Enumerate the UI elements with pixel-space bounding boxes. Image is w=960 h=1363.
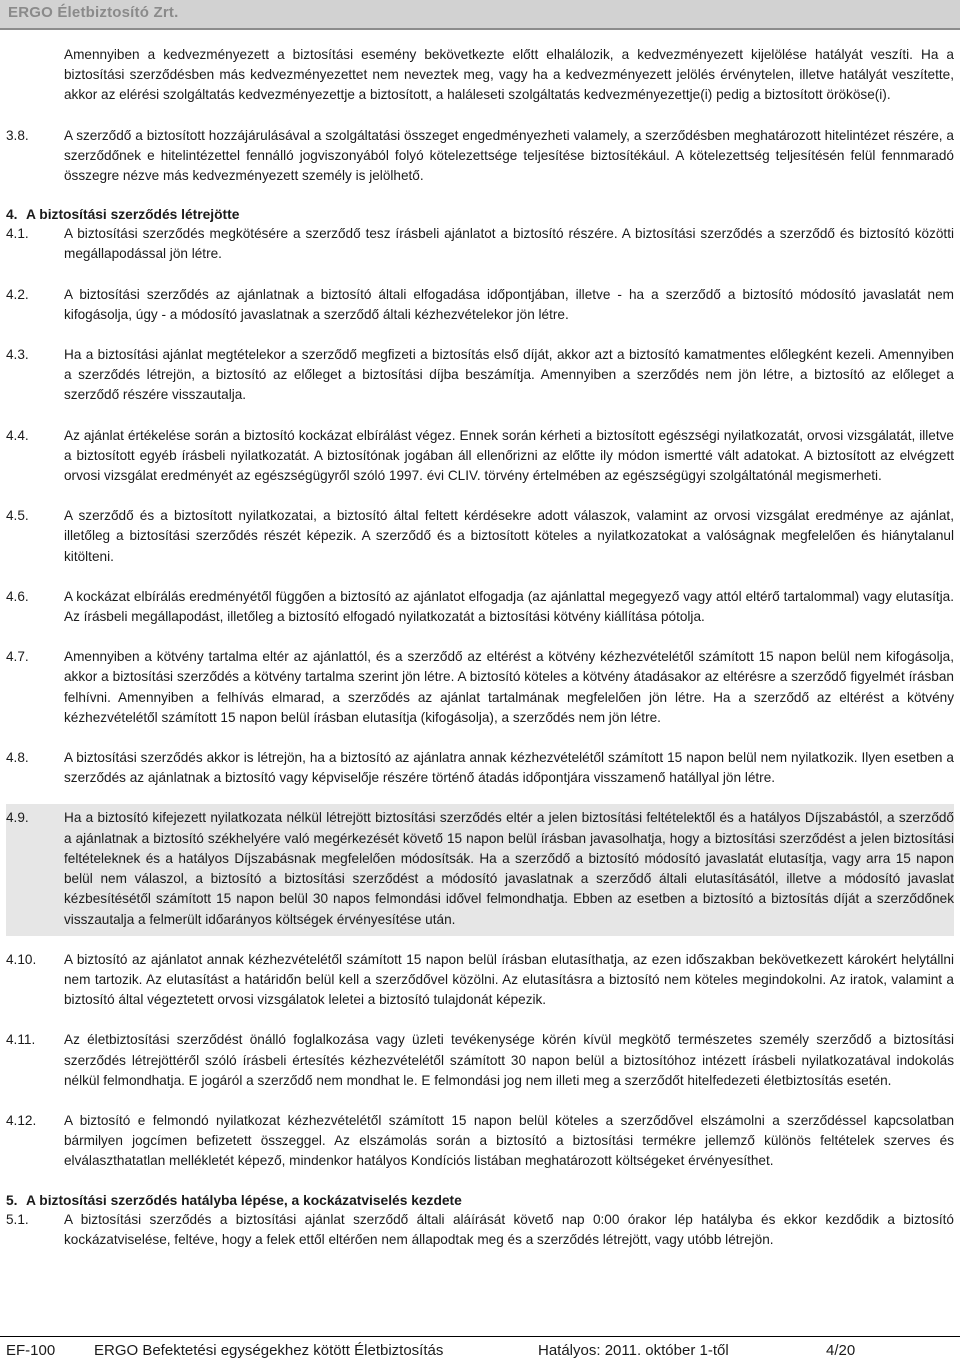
page-number: 4/20 [826, 1342, 856, 1359]
clause-number: 4.4. [6, 427, 29, 443]
clause-number: 4.10. [6, 951, 37, 967]
section-number: 4. [6, 207, 18, 223]
clause-number: 4.6. [6, 588, 29, 604]
document-body [6, 45, 954, 1270]
clause-item [6, 1030, 954, 1091]
clause-text: Amennyiben a kötvény tartalma eltér az ajánlattól, és a szerződő az eltérést a kötvény kézhezvételétől számított 15 napon belül nem kifogásolja, akkor a biztosítási szerződés a kötvény tartalma szerint jön létre. A biztosító köteles a kötvény átadásakor az eltérésre a szerződő figyelmét írásban felhívni. Amennyiben a felhívás elmarad, a szerződés az ajánlat tartalmának megfelelően jön létre. Ha a szerződő az eltérést a kötvény kézhezvételétől számított 15 napon belül írásban elutasítja (kifogásolja), a szerződés nem jön létre. [64, 649, 954, 725]
clause-item [6, 345, 954, 406]
clause-number: 4.9. [6, 810, 29, 826]
clause-item [6, 1111, 954, 1172]
clause-text: Ha a biztosítási ajánlat megtételekor a szerződő megfizeti a biztosítás első díját, akkor azt a biztosító kamatmentes előlegként kezeli. Amennyiben a szerződés létrejön, a biztosító az előleget a biztosítási díjba beszámítja. Amennyiben a szerződés nem jön létre, a biztosító az előleget a szerződő részére visszautalja. [64, 347, 954, 403]
clause-number: 4.7. [6, 649, 29, 665]
section-title: A biztosítási szerződés hatályba lépése, a kockázatviselés kezdete [26, 1192, 462, 1208]
clause-number: 4.8. [6, 750, 29, 766]
clause-item [6, 587, 954, 627]
clause-number: 5.1. [6, 1211, 29, 1227]
clause-group-5 [6, 1210, 954, 1250]
clause-item [6, 426, 954, 487]
clause-item [6, 285, 954, 325]
clause-number: 4.3. [6, 347, 29, 363]
clause-item [6, 126, 954, 187]
clause-text: A biztosítási szerződés az ajánlatnak a biztosító általi elfogadása időpontjában, illetve - ha a szerződő a biztosító módosító javaslatát nem kifogásolja, úgy - a módosító javaslatnak a szerződő általi kézhezvételekor jön létre. [64, 286, 954, 322]
clause-number: 4.5. [6, 508, 29, 524]
clause-text: A biztosítási szerződés megkötésére a szerződő tesz írásbeli ajánlatot a biztosító részére. A biztosítási szerződés a szerződő és biztosító közötti megállapodással jön létre. [64, 226, 954, 262]
clause-text: A szerződő a biztosított hozzájárulásával a szolgáltatási összeget engedményezheti valamely, a szerződésben meghatározott hitelintézet részére, a szerződőnek e hitelintézettel fennálló jogviszonyából folyó kötelezettsége teljesítése biztosítékául. A kötelezettség teljesítésén felül fennmaradó összegre nézve más kedvezményezett személy is jelölhető. [64, 127, 954, 184]
clause-item [6, 950, 954, 1011]
clause-number: 4.2. [6, 286, 29, 302]
clause-text: A kockázat elbírálás eredményétől függően a biztosító az ajánlatot elfogadja (az ajánlattal megegyező vagy attól eltérő tartalommal) vagy elutasítja. Az írásbeli megállapodást, illetőleg a biztosító elfogadó nyilatkozatát a biztosítási kötvény kiállítása pótolja. [64, 588, 954, 625]
clause-text: A biztosítási szerződés a biztosítási ajánlat szerződő általi aláírását követő nap 0:00 órakor lép hatályba és ekkor kezdődik a biztosító kockázatviselése, feltéve, hogy a felek ettől eltérően nem állapodtak meg és a szerződés létrejött, vagy utóbb létrejön. [64, 1211, 954, 1247]
clause-number: 4.12. [6, 1112, 37, 1128]
section-title: A biztosítási szerződés létrejötte [26, 207, 240, 223]
clause-item [6, 748, 954, 788]
clause-group-4a [6, 224, 954, 788]
clause-item [6, 224, 954, 264]
clause-item [6, 506, 954, 567]
clause-group-3 [6, 126, 954, 187]
clause-text: Az ajánlat értékelése során a biztosító kockázat elbírálást végez. Ennek során kérheti a biztosított egészségi nyilatkozatát, orvosi vizsgálatát, illetve a biztosított egyéb írásbeli nyilatkozatát. A biztosítónak jogában áll ellenőrizni az előtte ily módon ismertté vált adatokat. A biztosított az elvégzett orvosi vizsgálat eredményét az egészségügyről szóló 1997. évi CLIV. törvény értelmében az egészségügyi szolgáltatónál megismerheti. [64, 427, 954, 484]
page-header [0, 0, 960, 30]
section-heading-4 [6, 206, 954, 224]
clause-text: A biztosítási szerződés akkor is létrejön, ha a biztosító az ajánlatra annak kézhezvételétől számított 15 napon belül nem nyilatkozik. Ilyen esetben a szerződés az ajánlatnak a biztosító vagy képviselője részére történő átadás időpontjára visszamenő hatállyal jön létre. [64, 750, 954, 786]
clause-text: A biztosító az ajánlatot annak kézhezvételétől számított 15 napon belül írásban elutasíthatja, az ezen időszakban bekövetkezett károkért helytállni nem tartozik. Az elutasítást a határidőn belül kell a szerződővel közölni. Az elutasításra a biztosító nem köteles megindokolni. Az iratok, valamint a biztosító által végeztetett orvosi vizsgálatok leletei a biztosító tulajdonát képezik. [64, 951, 954, 1008]
clause-number: 4.11. [6, 1032, 36, 1048]
clause-text: A biztosító e felmondó nyilatkozat kézhezvételétől számított 15 napon belül köteles a szerződővel elszámolni a szerződéssel kapcsolatban bármilyen jogcímen befizetett összeggel. Az elszámolás során a biztosító a biztosítási termékre jellemző különös feltételek szerves és elválaszthatatlan mellékletét képező, mindenkor hatályos Kondíciós listában meghatározott költségeket érvényesíthet. [64, 1112, 954, 1169]
clause-number: 4.1. [6, 226, 29, 242]
document-code: EF-100 [6, 1342, 56, 1359]
company-name: ERGO Életbiztosító Zrt. [8, 4, 179, 21]
clause-item [6, 1210, 954, 1250]
validity-date: Hatályos: 2011. október 1-től [538, 1342, 729, 1359]
clause-number: 3.8. [6, 127, 29, 143]
clause-item [6, 647, 954, 728]
intro-paragraph: Amennyiben a kedvezményezett a biztosítási esemény bekövetkezte előtt elhalálozik, a kedvezményezett kijelölése hatályát veszíti. Ha a biztosítási szerződésben más kedvezményezettet nem neveztek meg, vagy ha a kedvezményezett jelölés érvénytelen, illetve hatályát veszítette, akkor az elérési szolgáltatás kedvezményezettje a biztosított, a haláleseti szolgáltatás kedvezményezettje(i) pedig a biztosított örököse(i). [64, 47, 954, 103]
section-heading-5 [6, 1192, 954, 1210]
section-number: 5. [6, 1192, 18, 1208]
clause-text: A szerződő és a biztosított nyilatkozatai, a biztosító által feltett kérdésekre adott válaszok, valamint az orvosi vizsgálat eredménye az ajánlat, illetőleg a biztosítási szerződés részét képezik. A szerződő és a biztosított köteles a nyilatkozatokat a valóságnak megfelelően és hiánytalanul kitölteni. [64, 508, 954, 564]
product-name: ERGO Befektetési egységekhez kötött Életbiztosítás [94, 1342, 444, 1359]
clause-text: Ha a biztosító kifejezett nyilatkozata nélkül létrejött biztosítási szerződés eltér a jelen biztosítási feltételektől és a hatályos Díjszabástól, a szerződő a ajánlatnak a biztosító székhelyére való megérkezését követő 15 napon belül írásban javasolhatja, hogy a biztosítási szerződést a jelen biztosítási feltételeknek és a hatályos Díjszabásnak megfelelően módosítsák. Ha a szerződő a biztosító módosító javaslatát elutasítja, vagy arra 15 napon belül nem válaszol, a biztosító a biztosítási szerződést a módosító javaslatnak a szerződő általi elutasításától, illetve a módosító javaslat kézbesítésétől számított 15 napon belül 30 napos felmondási idővel felmondhatja. Ebben az esetben a biztosító a biztosítás díját a szerződőnek visszautalja a felmerült időarányos költségek érvényesítése után. [64, 810, 954, 927]
clause-4-9-highlighted [6, 804, 954, 935]
clause-group-4b [6, 950, 954, 1172]
clause-text: Az életbiztosítási szerződést önálló foglalkozása vagy üzleti tevékenysége körén kívül megkötő természetes személy szerződő a biztosítási szerződés létrejöttéről szóló írásbeli értesítés kézhezvételétől számított 30 napon belül a biztosítóhoz intézett írásbeli nyilatkozatával indokolás nélkül felmondhatja. E jogáról a szerződő nem mondhat le. E felmondási jog nem illeti meg a szerződőt hitelfedezeti életbiztosítás esetén. [64, 1032, 954, 1088]
footer-divider [0, 1336, 960, 1337]
